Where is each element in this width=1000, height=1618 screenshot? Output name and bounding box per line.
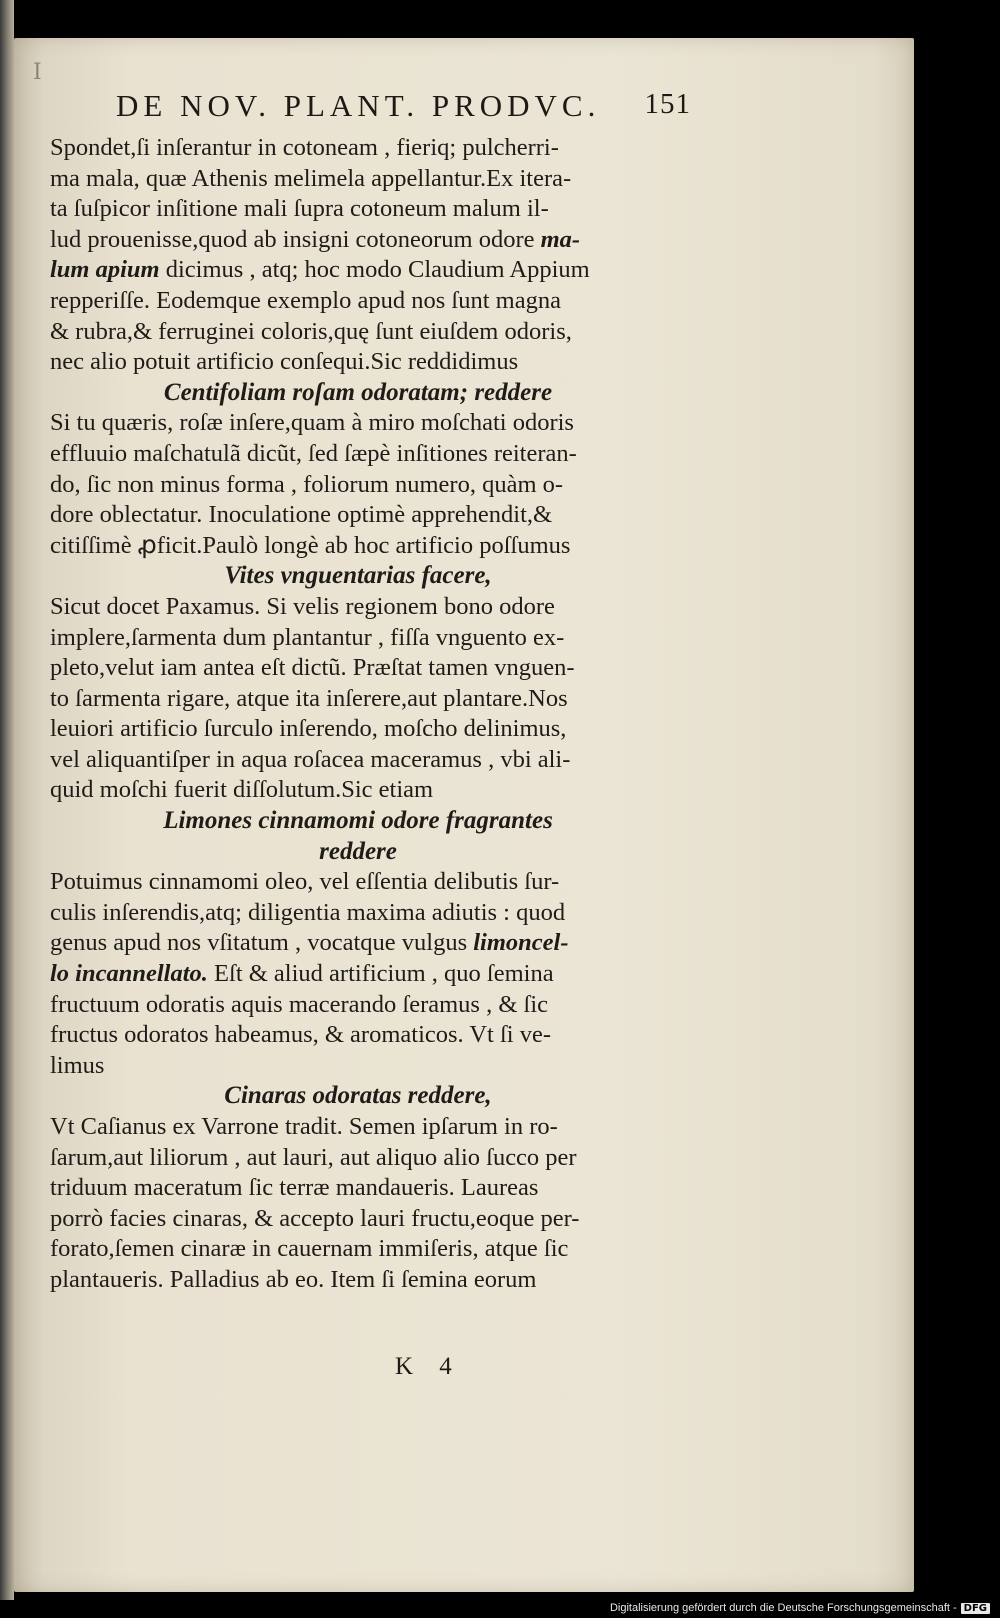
digitization-credit: [610, 1602, 990, 1614]
text-line: [50, 225, 666, 256]
text-line: & rubra,& ferruginei coloris,quę ſunt eiuſdem odoris,: [50, 317, 572, 345]
text-line: Spondet,ſi inſerantur in cotoneam , fieriq; pulcherri-: [50, 134, 559, 161]
text-line: [50, 255, 666, 286]
running-head-title: DE NOV. PLANT. PRODVC.: [116, 88, 601, 123]
text-line: fructuum odoratis aquis macerando ſeramus , & ſic: [50, 990, 549, 1018]
text-line: [50, 959, 666, 990]
text-line: do, ſic non minus forma , foliorum numero, quàm o-: [50, 470, 564, 498]
text-line: leuiori artificio ſurculo inſerendo, moſcho delinimus,: [50, 715, 567, 743]
line-segment: lud prouenisse,quod ab insigni cotoneorum odore: [50, 225, 541, 253]
body-text: [50, 133, 666, 1296]
section-heading-line: Limones cinnamomi odore fragrantes: [163, 807, 553, 835]
italic-term: ma-: [540, 225, 581, 253]
line-segment: dicimus , atq; hoc modo Claudium Appium: [159, 256, 590, 284]
italic-term: limoncel-: [473, 929, 569, 957]
section-heading-line: Centifoliam roſam odoratam; reddere: [163, 378, 553, 406]
text-line: forato,ſemen cinaræ in cauernam immiſeris, atque ſic: [50, 1235, 569, 1263]
italic-term: lum apium: [50, 256, 160, 284]
line-segment: genus apud nos vſitatum , vocatque vulgus: [50, 929, 474, 957]
pencil-mark: I: [33, 60, 42, 85]
text-line: ma mala, quæ Athenis melimela appellantur.Ex itera-: [50, 164, 572, 192]
text-line: pleto,velut iam antea eſt dictũ. Præſtat tamen vnguen-: [50, 654, 575, 682]
credit-text: Digitalisierung gefördert durch die Deutsche Forschungsgemeinschaft -: [609, 1602, 957, 1614]
line-segment: Eſt & aliud artificium , quo ſemina: [207, 960, 554, 988]
text-line: citiſſimè ꝓficit.Paulò longè ab hoc artificio poſſumus: [50, 531, 571, 559]
text-line: effluuio maſchatulã dicũt, ſed ſæpè inſitiones reiteran-: [50, 439, 577, 467]
text-line: Vt Caſianus ex Varrone tradit. Semen ipſarum in ro-: [50, 1113, 558, 1140]
section-heading-line: Cinaras odoratas reddere,: [224, 1082, 492, 1110]
page-number: 151: [644, 88, 691, 120]
text-line: implere,ſarmenta dum plantantur , fiſſa vnguento ex-: [50, 623, 565, 651]
text-line: ſarum,aut liliorum , aut lauri, aut aliquo alio ſucco per: [50, 1143, 577, 1171]
printer-signature: K 4: [395, 1353, 462, 1380]
text-line: vel aliquantiſper in aqua roſacea maceramus , vbi ali-: [50, 745, 571, 773]
dfg-logo-icon: DFG: [961, 1603, 990, 1614]
section-heading-line: Vites vnguentarias facere,: [224, 562, 492, 590]
italic-term: lo incannellato.: [50, 960, 208, 988]
text-line: dore oblectatur. Inoculatione optimè apprehendit,&: [50, 501, 553, 529]
text-line: Si tu quæris, roſæ inſere,quam à miro moſchati odoris: [50, 409, 574, 437]
text-line: porrò facies cinaras, & accepto lauri fructu,eoque per-: [50, 1204, 580, 1232]
book-spine-shadow: [0, 0, 14, 1600]
section-heading-line: reddere: [319, 837, 397, 865]
text-line: Sicut docet Paxamus. Si velis regionem bono odore: [50, 592, 555, 620]
text-line: Potuimus cinnamomi oleo, vel eſſentia delibutis ſur-: [50, 868, 560, 896]
text-line: culis inſerendis,atq; diligentia maxima adiutis : quod: [50, 898, 566, 926]
text-line: triduum maceratum ſic terræ mandaueris. Laureas: [50, 1174, 539, 1202]
text-line: repperiſſe. Eodemque exemplo apud nos ſunt magna: [50, 286, 561, 314]
text-line: quid moſchi fuerit diſſolutum.Sic etiam: [50, 776, 434, 804]
text-line: nec alio potuit artificio conſequi.Sic reddidimus: [50, 348, 519, 376]
text-line: plantaueris. Palladius ab eo. Item ſi ſemina eorum: [50, 1265, 537, 1293]
text-line: ta ſuſpicor inſitione mali ſupra cotoneum malum il-: [50, 195, 549, 223]
text-line: [50, 928, 666, 959]
running-head: [116, 88, 691, 124]
text-line: limus: [50, 1051, 105, 1079]
text-line: to ſarmenta rigare, atque ita inſerere,aut plantare.Nos: [50, 684, 568, 712]
text-line: fructus odoratos habeamus, & aromaticos. Vt ſi ve-: [50, 1021, 551, 1049]
